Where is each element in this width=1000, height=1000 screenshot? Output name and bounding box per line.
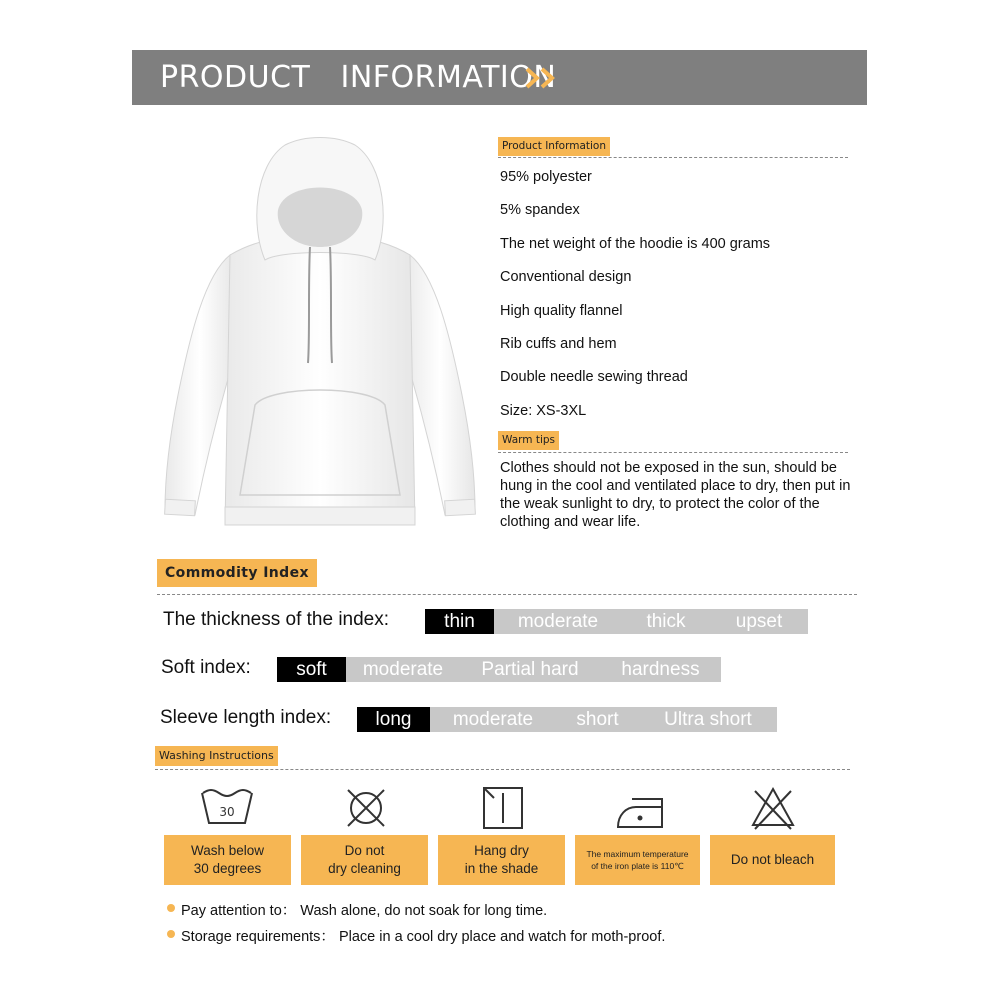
sleeve-option-ultra-short: Ultra short bbox=[639, 707, 777, 732]
product-information-list bbox=[500, 163, 860, 430]
no-bleach-label: Do not bleach bbox=[710, 835, 835, 885]
list-item: Double needle sewing thread bbox=[500, 369, 688, 386]
divider bbox=[498, 157, 848, 158]
soft-option-soft: soft bbox=[277, 657, 346, 682]
sleeve-option-short: short bbox=[556, 707, 639, 732]
banner-title: PRODUCT INFORMATION bbox=[160, 60, 557, 95]
soft-index-scale bbox=[277, 657, 721, 682]
double-chevron-right-icon bbox=[525, 67, 565, 89]
list-item: The net weight of the hoodie is 400 grams bbox=[500, 235, 771, 252]
hang-dry-shade-icon bbox=[480, 785, 526, 831]
no-dry-clean-icon bbox=[343, 785, 389, 831]
warm-tips-text: Clothes should not be exposed in the sun, should be hung in the cool and ventilated place to dry, then put in the weak sunlight to dry, to protect the color of the clothing and wear life. bbox=[500, 460, 851, 530]
sleeve-option-moderate: moderate bbox=[430, 707, 556, 732]
thickness-index-label: The thickness of the index: bbox=[163, 609, 390, 630]
product-information-tag: Product Information bbox=[498, 137, 610, 156]
iron-icon bbox=[612, 790, 668, 836]
no-bleach-icon bbox=[750, 785, 796, 831]
hoodie-image bbox=[160, 135, 480, 535]
thickness-option-thin: thin bbox=[425, 609, 494, 634]
list-item: Rib cuffs and hem bbox=[500, 335, 617, 352]
commodity-index-tag: Commodity Index bbox=[157, 559, 317, 587]
thickness-option-thick: thick bbox=[622, 609, 710, 634]
hang-dry-label: Hang dry in the shade bbox=[438, 835, 565, 885]
warm-tips-tag: Warm tips bbox=[498, 431, 559, 450]
pay-attention-note: Pay attention to： Wash alone, do not soak for long time. bbox=[181, 903, 548, 919]
list-item: 95% polyester bbox=[500, 169, 592, 185]
svg-text:30: 30 bbox=[219, 805, 235, 819]
list-item: 5% spandex bbox=[500, 202, 580, 219]
list-item: High quality flannel bbox=[500, 302, 623, 319]
divider bbox=[155, 769, 850, 770]
wash-below-30-label: Wash below 30 degrees bbox=[164, 835, 291, 885]
list-item: Conventional design bbox=[500, 269, 632, 286]
soft-option-moderate: moderate bbox=[346, 657, 460, 682]
bullet-dot bbox=[167, 930, 175, 938]
iron-temperature-label: The maximum temperature of the iron plate is 110℃ bbox=[575, 835, 700, 885]
thickness-option-moderate: moderate bbox=[494, 609, 622, 634]
wash-basin-30-icon bbox=[199, 785, 255, 831]
washing-instructions-tag: Washing Instructions bbox=[155, 746, 278, 766]
sleeve-length-index-scale bbox=[357, 707, 777, 732]
thickness-option-upset: upset bbox=[710, 609, 808, 634]
thickness-index-scale bbox=[425, 609, 808, 634]
bullet-dot bbox=[167, 904, 175, 912]
list-item: Size: XS-3XL bbox=[500, 402, 587, 419]
divider bbox=[498, 452, 848, 453]
soft-option-hardness: hardness bbox=[600, 657, 721, 682]
product-information-banner bbox=[132, 50, 867, 105]
sleeve-option-long: long bbox=[357, 707, 430, 732]
storage-requirements-note: Storage requirements： Place in a cool dry place and watch for moth-proof. bbox=[181, 929, 666, 945]
soft-index-label: Soft index: bbox=[161, 657, 251, 678]
no-dry-cleaning-label: Do not dry cleaning bbox=[301, 835, 428, 885]
divider bbox=[157, 594, 857, 595]
sleeve-length-index-label: Sleeve length index: bbox=[160, 707, 332, 728]
soft-option-partial-hard: Partial hard bbox=[460, 657, 600, 682]
